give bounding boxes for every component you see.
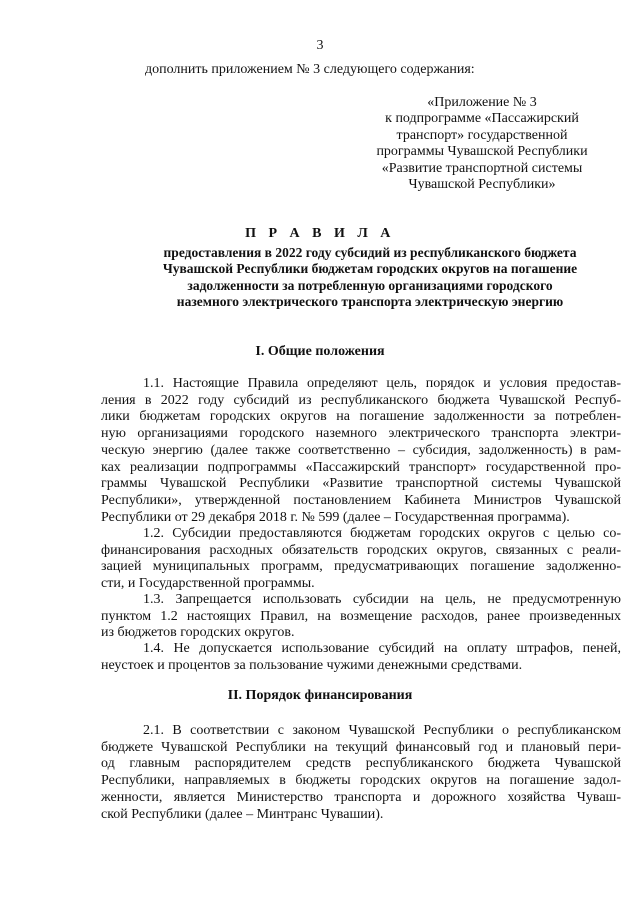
appendix-line: транспорт» государственной — [396, 127, 568, 143]
subtitle-line: наземного электрического транспорта электрическую энергию — [176, 294, 564, 310]
document-subtitle — [100, 245, 640, 311]
paragraph-1-1 — [101, 376, 621, 526]
paragraph-line: женности, является Министерство транспорта и дорожного хозяйства Чуваш- — [101, 789, 621, 805]
paragraph-line: Республики», утвержденной постановлением Кабинета Министров Чувашской — [101, 492, 621, 508]
paragraph-line: 1.4. Не допускается использование субсидий на оплату штрафов, пеней, — [143, 641, 621, 656]
paragraph-line: сти, и Государственной программы. — [101, 576, 315, 592]
paragraph-line: бюджете Чувашской Республики на текущий финансовый год и плановый пери- — [101, 739, 621, 755]
paragraph-line: ской Республики (далее – Минтранс Чувашии). — [101, 806, 384, 822]
paragraph-1-3 — [101, 592, 621, 642]
subtitle-line: предоставления в 2022 году субсидий из республиканского бюджета — [163, 245, 577, 260]
paragraph-line: ках реализации подпрограммы «Пассажирский транспорт» государственной про- — [101, 459, 621, 475]
paragraph-line: Республики, направляемых в бюджеты городских округов на погашение задол- — [101, 773, 621, 789]
appendix-line: «Приложение № 3 — [427, 95, 537, 110]
paragraph-1-2 — [101, 526, 621, 593]
paragraph-line: финансирования расходных обязательств городских округов, связанных с реали- — [101, 542, 621, 558]
paragraph-line: граммы Чувашской Республики «Развитие транспортной системы Чувашской — [101, 476, 621, 492]
document-title: П Р А В И Л А — [245, 226, 395, 241]
section-heading: II. Порядок финансирования — [227, 688, 413, 703]
paragraph-line: 1.3. Запрещается использовать субсидии на цель, не предусмотренную — [143, 592, 621, 607]
paragraph-2-1 — [101, 723, 621, 823]
section-heading: I. Общие положения — [255, 344, 385, 359]
paragraph-line: од главным распорядителем средств республиканского бюджета Чувашской — [101, 756, 621, 772]
paragraph-line: пунктом 1.2 настоящих Правил, на возмещение расходов, ранее произведенных — [101, 608, 621, 624]
paragraph-line: 1.1. Настоящие Правила определяют цель, порядок и условия предостав- — [143, 376, 621, 391]
paragraph-line: ную организациями городского наземного электрического транспорта электри- — [101, 426, 621, 442]
paragraph-line: зацией муниципальных программ, предусматривающих погашение задолженно- — [101, 559, 621, 575]
appendix-line: к подпрограмме «Пассажирский — [385, 111, 579, 127]
appendix-line: Чувашской Республики» — [408, 177, 556, 193]
paragraph-line: ления в 2022 году субсидий из республиканского бюджета Чувашской Респуб- — [101, 392, 621, 408]
paragraph-line: неустоек и процентов за пользование чужими денежными средствами. — [101, 657, 523, 673]
paragraph-line: 2.1. В соответствии с законом Чувашской Республики о республиканском — [143, 723, 621, 738]
appendix-line: программы Чувашской Республики — [376, 144, 588, 160]
appendix-line: «Развитие транспортной системы — [381, 160, 583, 176]
page-number: 3 — [316, 38, 324, 53]
subtitle-line: Чувашской Республики бюджетам городских округов на погашение — [162, 261, 578, 277]
paragraph-line: ческую энергию (далее также соответственно – субсидия, задолженность) в рам- — [101, 442, 621, 458]
appendix-reference — [352, 95, 612, 193]
paragraph-line: лики бюджетам городских округов на погашение задолженности за потреблен- — [101, 409, 621, 425]
paragraph-line: 1.2. Субсидии предоставляются бюджетам городских округов с целью со- — [143, 526, 621, 541]
paragraph-line: из бюджетов городских округов. — [101, 625, 295, 641]
intro-line: дополнить приложением № 3 следующего содержания: — [145, 62, 475, 77]
subtitle-line: задолженности за потребленную организациями городского — [187, 277, 553, 293]
paragraph-line: Республики от 29 декабря 2018 г. № 599 (далее – Государственная программа). — [101, 509, 570, 525]
paragraph-1-4 — [101, 641, 621, 674]
